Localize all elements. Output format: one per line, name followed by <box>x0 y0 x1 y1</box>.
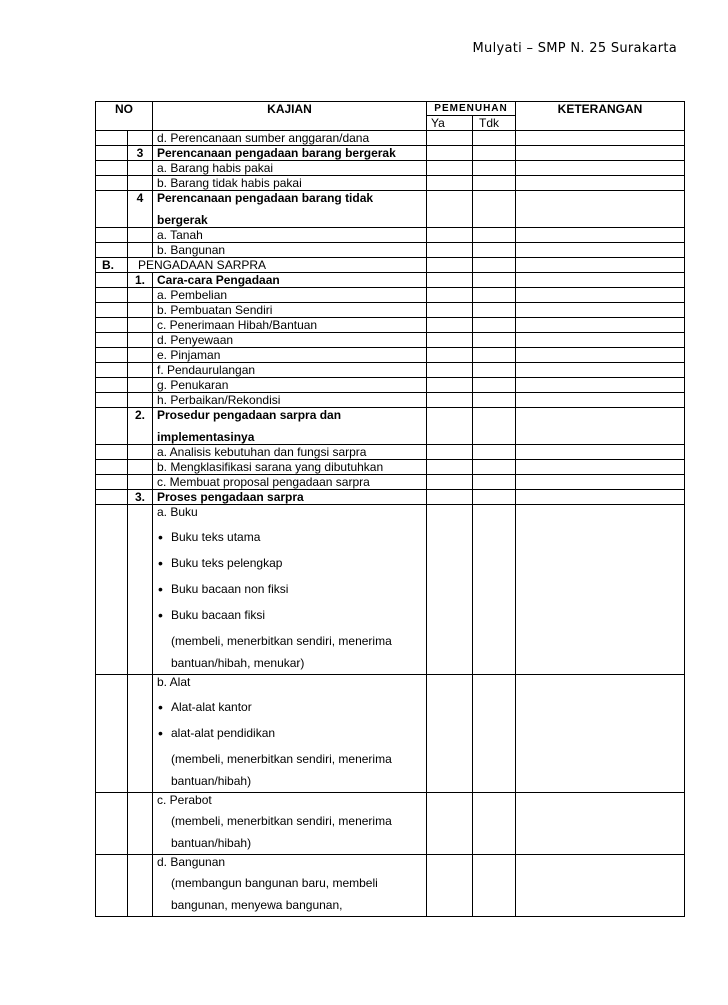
table-row <box>96 363 685 378</box>
row-title: Perencanaan pengadaan barang bergerak <box>153 146 427 161</box>
table-row <box>96 191 685 228</box>
table-row <box>96 176 685 191</box>
row-title-line: implementasinya <box>157 430 255 444</box>
header-pemenuhan: PEMENUHAN <box>427 102 516 116</box>
row-text: d. Bangunan <box>157 855 226 869</box>
table-row <box>96 228 685 243</box>
list-item: • Alat-alat kantor <box>157 699 426 715</box>
row-note <box>157 748 426 792</box>
row-text: d. Perencanaan sumber anggaran/dana <box>153 131 427 146</box>
row-text: d. Penyewaan <box>153 333 427 348</box>
bullet-list <box>157 529 426 623</box>
row-title-line: Prosedur pengadaan sarpra dan <box>157 408 342 422</box>
row-text: h. Perbaikan/Rekondisi <box>153 393 427 408</box>
note-line: (membeli, menerbitkan sendiri, menerima <box>171 752 392 766</box>
row-text: b. Pembuatan Sendiri <box>153 303 427 318</box>
row-title <box>153 191 427 228</box>
row-title: Proses pengadaan sarpra <box>153 490 427 505</box>
row-text: a. Analisis kebutuhan dan fungsi sarpra <box>153 445 427 460</box>
row-note <box>157 872 426 916</box>
table-row <box>96 490 685 505</box>
table-row <box>96 675 685 793</box>
header-tdk: Tdk <box>473 116 516 131</box>
table-row <box>96 348 685 363</box>
row-text: a. Pembelian <box>153 288 427 303</box>
row-text: g. Penukaran <box>153 378 427 393</box>
bullet-list <box>157 699 426 741</box>
row-note <box>157 810 426 854</box>
row-number: 2. <box>128 408 153 445</box>
table-row <box>96 146 685 161</box>
row-title: Cara-cara Pengadaan <box>153 273 427 288</box>
row-title <box>153 408 427 445</box>
list-item: • alat-alat pendidikan <box>157 725 426 741</box>
list-item: • Buku bacaan non fiksi <box>157 581 426 597</box>
row-number: 1. <box>128 273 153 288</box>
table-row <box>96 378 685 393</box>
table-row <box>96 318 685 333</box>
table-row <box>96 855 685 917</box>
section-number: B. <box>96 258 128 273</box>
note-line: bangunan, menyewa bangunan, <box>171 898 343 912</box>
row-text: a. Barang habis pakai <box>153 161 427 176</box>
row-text: c. Penerimaan Hibah/Bantuan <box>153 318 427 333</box>
table-row <box>96 303 685 318</box>
row-number: 3. <box>128 490 153 505</box>
row-block-buku <box>153 505 427 675</box>
note-line: bantuan/hibah) <box>171 836 252 850</box>
row-text: c. Perabot <box>157 793 212 807</box>
row-block-perabot <box>153 793 427 855</box>
row-text: b. Bangunan <box>153 243 427 258</box>
list-item: • Buku teks pelengkap <box>157 555 426 571</box>
table-row <box>96 445 685 460</box>
header-ya: Ya <box>427 116 473 131</box>
note-line: (membeli, menerbitkan sendiri, menerima <box>171 814 392 828</box>
table-row <box>96 243 685 258</box>
table-row <box>96 408 685 445</box>
note-line: bantuan/hibah) <box>171 774 252 788</box>
row-text: b. Mengklasifikasi sarana yang dibutuhkan <box>153 460 427 475</box>
row-text: a. Buku <box>157 505 198 519</box>
header-kajian: KAJIAN <box>153 102 427 131</box>
page-header: Mulyati – SMP N. 25 Surakarta <box>472 41 677 56</box>
checklist-table <box>95 101 685 917</box>
row-text: f. Pendaurulangan <box>153 363 427 378</box>
table-row <box>96 161 685 176</box>
row-text: c. Membuat proposal pengadaan sarpra <box>153 475 427 490</box>
table-header-row <box>96 102 685 116</box>
table-row <box>96 460 685 475</box>
table-row <box>96 273 685 288</box>
note-line: bantuan/hibah, menukar) <box>171 656 305 670</box>
note-line: (membeli, menerbitkan sendiri, menerima <box>171 634 392 648</box>
row-note <box>157 630 426 674</box>
table-row <box>96 505 685 675</box>
table-row <box>96 793 685 855</box>
row-number: 4 <box>128 191 153 228</box>
table-row <box>96 393 685 408</box>
list-item: • Buku bacaan fiksi <box>157 607 426 623</box>
row-number: 3 <box>128 146 153 161</box>
header-keterangan: KETERANGAN <box>516 102 685 131</box>
row-text: b. Barang tidak habis pakai <box>153 176 427 191</box>
row-block-alat <box>153 675 427 793</box>
row-title-line: Perencanaan pengadaan barang tidak <box>157 191 374 205</box>
row-block-bangunan <box>153 855 427 917</box>
section-row <box>96 258 685 273</box>
section-title: PENGADAAN SARPRA <box>128 258 427 273</box>
list-item: • Buku teks utama <box>157 529 426 545</box>
table-row <box>96 475 685 490</box>
note-line: (membangun bangunan baru, membeli <box>171 876 378 890</box>
row-title-line: bergerak <box>157 213 208 227</box>
table-row <box>96 131 685 146</box>
table-row <box>96 333 685 348</box>
row-text: a. Tanah <box>153 228 427 243</box>
header-no: NO <box>96 102 153 131</box>
row-text: b. Alat <box>157 675 191 689</box>
row-text: e. Pinjaman <box>153 348 427 363</box>
table-row <box>96 288 685 303</box>
